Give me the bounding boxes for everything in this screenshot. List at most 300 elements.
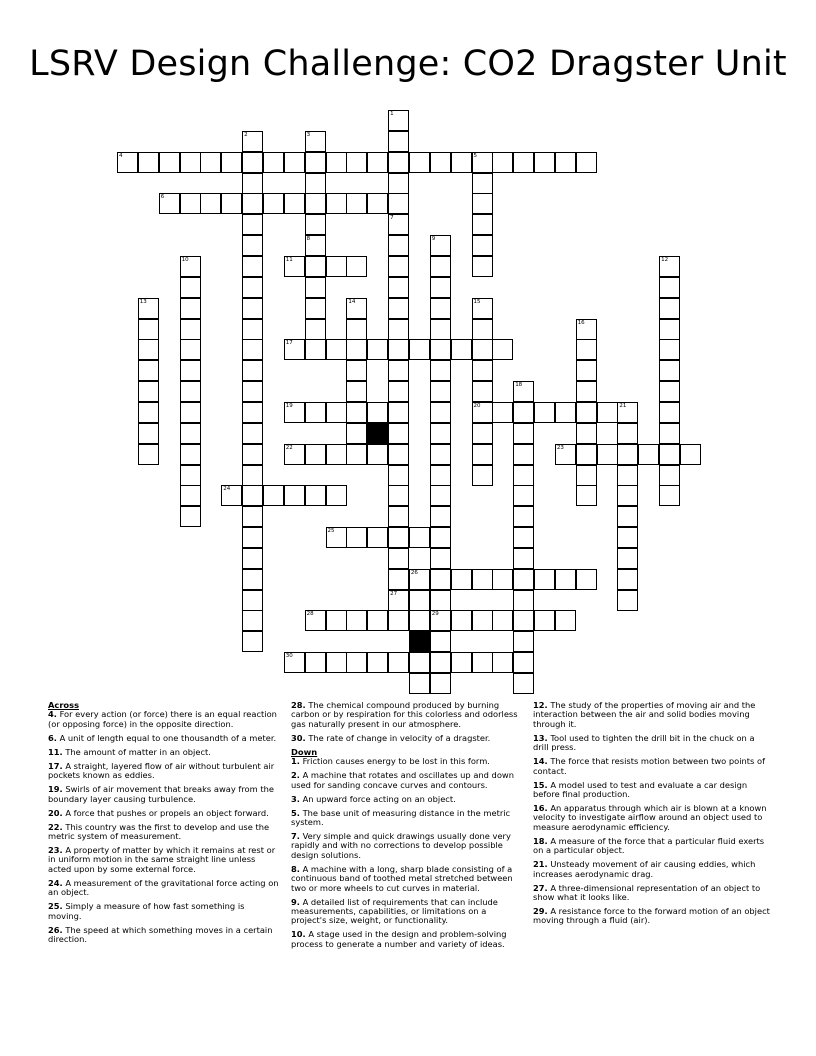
clue-number-label: 2. — [291, 770, 300, 781]
grid-cell[interactable] — [180, 485, 201, 506]
grid-cell[interactable] — [430, 152, 451, 173]
grid-cell[interactable] — [409, 152, 430, 173]
grid-cell[interactable] — [305, 214, 326, 235]
grid-cell[interactable] — [221, 193, 242, 214]
grid-cell[interactable] — [284, 444, 305, 465]
grid-cell[interactable] — [451, 652, 472, 673]
grid-cell[interactable] — [180, 360, 201, 381]
grid-cell[interactable] — [367, 610, 388, 631]
grid-cell[interactable] — [367, 339, 388, 360]
across-clue — [48, 846, 280, 874]
grid-cell[interactable] — [513, 152, 534, 173]
grid-cell[interactable] — [388, 569, 409, 590]
grid-cell[interactable] — [430, 423, 451, 444]
grid-cell[interactable] — [242, 465, 263, 486]
grid-cell[interactable] — [242, 214, 263, 235]
grid-cell[interactable] — [576, 381, 597, 402]
grid-cell[interactable] — [242, 631, 263, 652]
grid-cell[interactable] — [576, 569, 597, 590]
grid-cell[interactable] — [346, 256, 367, 277]
grid-cell[interactable] — [659, 423, 680, 444]
down-clue — [291, 771, 523, 790]
grid-cell[interactable] — [242, 131, 263, 152]
across-clue — [48, 823, 280, 842]
grid-cell[interactable] — [555, 610, 576, 631]
grid-cell[interactable] — [305, 319, 326, 340]
grid-cell[interactable] — [513, 485, 534, 506]
clue-text: A machine that rotates and oscillates up and down used for sanding concave curves and contours. — [291, 770, 514, 790]
grid-cell[interactable] — [242, 339, 263, 360]
grid-cell[interactable] — [617, 506, 638, 527]
grid-cell[interactable] — [388, 235, 409, 256]
grid-cell[interactable] — [388, 319, 409, 340]
clue-number-label: 23. — [48, 845, 63, 856]
grid-cell[interactable] — [492, 569, 513, 590]
clue-number-label: 30. — [291, 732, 306, 743]
grid-cell[interactable] — [430, 298, 451, 319]
grid-cell[interactable] — [159, 152, 180, 173]
grid-cell[interactable] — [284, 339, 305, 360]
grid-cell[interactable] — [659, 319, 680, 340]
grid-cell[interactable] — [326, 485, 347, 506]
grid-cell[interactable] — [242, 277, 263, 298]
grid-cell[interactable] — [472, 360, 493, 381]
grid-cell[interactable] — [388, 277, 409, 298]
grid-cell[interactable] — [492, 339, 513, 360]
grid-cell[interactable] — [326, 527, 347, 548]
grid-cell[interactable] — [513, 506, 534, 527]
grid-cell[interactable] — [472, 402, 493, 423]
grid-cell[interactable] — [388, 485, 409, 506]
grid-cell[interactable] — [409, 590, 430, 611]
grid-cell[interactable] — [305, 298, 326, 319]
clue-number-label: 20. — [48, 807, 63, 818]
grid-cell[interactable] — [326, 402, 347, 423]
grid-cell[interactable] — [180, 298, 201, 319]
grid-cell[interactable] — [346, 339, 367, 360]
grid-cell[interactable] — [617, 485, 638, 506]
grid-cell[interactable] — [326, 339, 347, 360]
grid-cell[interactable] — [326, 152, 347, 173]
grid-cell[interactable] — [492, 402, 513, 423]
grid-cell[interactable] — [242, 485, 263, 506]
grid-cell[interactable] — [326, 193, 347, 214]
grid-cell[interactable] — [513, 673, 534, 694]
grid-cell[interactable] — [242, 402, 263, 423]
grid-cell[interactable] — [326, 652, 347, 673]
grid-cell[interactable] — [513, 652, 534, 673]
grid-cell[interactable] — [242, 423, 263, 444]
grid-cell[interactable] — [659, 256, 680, 277]
grid-cell[interactable] — [472, 610, 493, 631]
grid-cell[interactable] — [138, 319, 159, 340]
grid-cell[interactable] — [388, 506, 409, 527]
grid-cell[interactable] — [346, 402, 367, 423]
grid-cell[interactable] — [242, 590, 263, 611]
grid-cell[interactable] — [367, 402, 388, 423]
grid-cell[interactable] — [430, 465, 451, 486]
grid-cell[interactable] — [242, 319, 263, 340]
grid-cell[interactable] — [472, 319, 493, 340]
grid-cell[interactable] — [242, 610, 263, 631]
grid-cell[interactable] — [388, 131, 409, 152]
grid-cell[interactable] — [659, 402, 680, 423]
grid-cell[interactable] — [472, 256, 493, 277]
grid-cell[interactable] — [305, 402, 326, 423]
grid-cell[interactable] — [388, 339, 409, 360]
grid-cell[interactable] — [305, 256, 326, 277]
grid-cell[interactable] — [180, 339, 201, 360]
grid-cell[interactable] — [346, 610, 367, 631]
grid-cell[interactable] — [388, 214, 409, 235]
clue-number: 14 — [348, 298, 356, 305]
grid-cell[interactable] — [200, 152, 221, 173]
grid-cell[interactable] — [180, 193, 201, 214]
grid-cell[interactable] — [617, 423, 638, 444]
grid-cell[interactable] — [284, 193, 305, 214]
grid-cell[interactable] — [513, 465, 534, 486]
grid-cell[interactable] — [659, 444, 680, 465]
grid-cell[interactable] — [555, 402, 576, 423]
grid-cell[interactable] — [659, 381, 680, 402]
clue-number: 21 — [619, 402, 627, 409]
grid-cell[interactable] — [576, 444, 597, 465]
grid-cell[interactable] — [534, 569, 555, 590]
grid-cell[interactable] — [534, 152, 555, 173]
grid-cell[interactable] — [659, 339, 680, 360]
grid-cell[interactable] — [346, 319, 367, 340]
clue-text: A machine with a long, sharp blade consisting of a continuous band of toothed metal stretched between two or more wheels to cut curves in material. — [291, 863, 513, 893]
grid-cell[interactable] — [180, 319, 201, 340]
grid-cell[interactable] — [472, 381, 493, 402]
grid-cell[interactable] — [576, 360, 597, 381]
grid-cell[interactable] — [138, 381, 159, 402]
grid-cell[interactable] — [305, 235, 326, 256]
grid-cell[interactable] — [367, 652, 388, 673]
grid-cell[interactable] — [492, 652, 513, 673]
grid-cell[interactable] — [576, 485, 597, 506]
grid-cell[interactable] — [242, 569, 263, 590]
grid-cell[interactable] — [242, 548, 263, 569]
grid-cell[interactable] — [597, 402, 618, 423]
down-clue — [533, 734, 771, 753]
grid-cell[interactable] — [617, 465, 638, 486]
grid-cell[interactable] — [242, 360, 263, 381]
grid-cell[interactable] — [451, 152, 472, 173]
grid-cell[interactable] — [617, 444, 638, 465]
grid-cell[interactable] — [388, 298, 409, 319]
grid-cell[interactable] — [367, 152, 388, 173]
grid-cell[interactable] — [576, 402, 597, 423]
grid-cell[interactable] — [305, 277, 326, 298]
grid-cell[interactable] — [513, 402, 534, 423]
grid-cell[interactable] — [138, 423, 159, 444]
grid-cell[interactable] — [451, 610, 472, 631]
grid-cell[interactable] — [659, 465, 680, 486]
grid-cell[interactable] — [346, 527, 367, 548]
grid-cell[interactable] — [388, 402, 409, 423]
grid-cell[interactable] — [138, 298, 159, 319]
grid-cell[interactable] — [513, 423, 534, 444]
grid-cell[interactable] — [430, 652, 451, 673]
grid-cell[interactable] — [346, 152, 367, 173]
grid-cell[interactable] — [617, 569, 638, 590]
grid-cell[interactable] — [451, 569, 472, 590]
grid-cell[interactable] — [430, 381, 451, 402]
grid-cell[interactable] — [388, 360, 409, 381]
grid-cell[interactable] — [388, 173, 409, 194]
grid-cell[interactable] — [659, 298, 680, 319]
grid-cell[interactable] — [472, 152, 493, 173]
grid-cell[interactable] — [367, 444, 388, 465]
grid-cell[interactable] — [221, 485, 242, 506]
clue-number: 27 — [390, 590, 398, 597]
grid-cell[interactable] — [472, 465, 493, 486]
grid-cell[interactable] — [659, 360, 680, 381]
grid-cell[interactable] — [138, 402, 159, 423]
grid-cell[interactable] — [242, 444, 263, 465]
grid-cell[interactable] — [305, 339, 326, 360]
clue-text: An apparatus through which air is blown at a known velocity to investigate airflow around an object used to measure aerodynamic efficiency. — [533, 803, 767, 832]
grid-cell[interactable] — [555, 152, 576, 173]
grid-cell[interactable] — [659, 277, 680, 298]
grid-cell[interactable] — [680, 444, 701, 465]
clue-text: A three-dimensional representation of an object to show what it looks like. — [533, 882, 761, 903]
grid-cell[interactable] — [430, 673, 451, 694]
grid-cell[interactable] — [388, 444, 409, 465]
grid-cell[interactable] — [159, 193, 180, 214]
grid-cell[interactable] — [430, 235, 451, 256]
grid-cell[interactable] — [305, 173, 326, 194]
across-clue — [48, 710, 280, 729]
grid-cell[interactable] — [472, 652, 493, 673]
grid-cell[interactable] — [576, 152, 597, 173]
grid-cell[interactable] — [305, 131, 326, 152]
across-clue — [291, 701, 523, 729]
clue-number: 28 — [306, 611, 314, 618]
grid-cell[interactable] — [617, 548, 638, 569]
grid-cell[interactable] — [263, 485, 284, 506]
grid-cell[interactable] — [409, 673, 430, 694]
grid-cell[interactable] — [513, 631, 534, 652]
grid-cell[interactable] — [513, 527, 534, 548]
grid-cell[interactable] — [409, 527, 430, 548]
clue-number-label: 15. — [533, 779, 548, 790]
grid-cell[interactable] — [492, 610, 513, 631]
grid-cell[interactable] — [346, 360, 367, 381]
grid-cell[interactable] — [638, 444, 659, 465]
grid-cell[interactable] — [430, 360, 451, 381]
grid-cell[interactable] — [242, 506, 263, 527]
clue-text: This country was the first to develop and use the metric system of measurement. — [48, 821, 270, 842]
clue-number-label: 11. — [48, 746, 63, 757]
grid-cell[interactable] — [346, 423, 367, 444]
grid-cell[interactable] — [430, 631, 451, 652]
grid-cell[interactable] — [305, 444, 326, 465]
grid-cell[interactable] — [346, 444, 367, 465]
grid-cell[interactable] — [451, 339, 472, 360]
grid-cell[interactable] — [180, 506, 201, 527]
grid-cell[interactable] — [221, 152, 242, 173]
clue-number: 12 — [661, 257, 669, 263]
grid-cell[interactable] — [180, 444, 201, 465]
grid-cell[interactable] — [576, 423, 597, 444]
across-clue — [48, 926, 280, 945]
grid-cell[interactable] — [513, 548, 534, 569]
grid-cell[interactable] — [242, 381, 263, 402]
grid-cell[interactable] — [367, 193, 388, 214]
grid-cell[interactable] — [263, 152, 284, 173]
grid-cell[interactable] — [388, 256, 409, 277]
grid-cell[interactable] — [180, 402, 201, 423]
grid-cell[interactable] — [472, 444, 493, 465]
grid-cell[interactable] — [576, 465, 597, 486]
grid-cell[interactable] — [472, 423, 493, 444]
grid-cell[interactable] — [242, 152, 263, 173]
grid-cell[interactable] — [180, 423, 201, 444]
grid-cell[interactable] — [138, 339, 159, 360]
grid-cell[interactable] — [305, 652, 326, 673]
grid-cell[interactable] — [346, 652, 367, 673]
clue-number-label: 10. — [291, 929, 306, 940]
grid-cell[interactable] — [305, 152, 326, 173]
grid-cell[interactable] — [242, 193, 263, 214]
grid-cell[interactable] — [117, 152, 138, 173]
grid-cell[interactable] — [388, 610, 409, 631]
grid-cell[interactable] — [388, 381, 409, 402]
grid-cell[interactable] — [388, 652, 409, 673]
grid-cell[interactable] — [284, 152, 305, 173]
grid-cell[interactable] — [430, 569, 451, 590]
grid-cell[interactable] — [472, 214, 493, 235]
grid-cell[interactable] — [430, 319, 451, 340]
grid-cell[interactable] — [326, 444, 347, 465]
grid-cell[interactable] — [200, 193, 221, 214]
grid-cell[interactable] — [472, 173, 493, 194]
clue-text: The force that resists motion between two points of contact. — [533, 756, 765, 776]
grid-cell[interactable] — [430, 485, 451, 506]
across-clue — [48, 902, 280, 921]
grid-cell[interactable] — [555, 569, 576, 590]
grid-cell[interactable] — [576, 319, 597, 340]
grid-cell[interactable] — [430, 256, 451, 277]
grid-cell[interactable] — [576, 339, 597, 360]
grid-cell[interactable] — [388, 423, 409, 444]
grid-cell[interactable] — [430, 506, 451, 527]
down-clue — [291, 930, 523, 949]
grid-cell[interactable] — [388, 548, 409, 569]
clue-number: 10 — [181, 257, 189, 263]
grid-cell[interactable] — [180, 381, 201, 402]
grid-cell[interactable] — [430, 402, 451, 423]
grid-cell[interactable] — [180, 152, 201, 173]
grid-cell[interactable] — [472, 298, 493, 319]
clue-text: Unsteady movement of air causing eddies, which increases aerodynamic drag. — [533, 859, 756, 879]
grid-cell[interactable] — [513, 569, 534, 590]
grid-cell[interactable] — [346, 381, 367, 402]
clue-text: A measure of the force that a particular fluid exerts on a particular object. — [533, 835, 765, 856]
grid-cell[interactable] — [534, 402, 555, 423]
clue-number-label: 27. — [533, 882, 548, 893]
grid-cell[interactable] — [284, 402, 305, 423]
grid-cell[interactable] — [305, 610, 326, 631]
grid-cell[interactable] — [430, 590, 451, 611]
grid-cell[interactable] — [430, 339, 451, 360]
grid-cell[interactable] — [513, 590, 534, 611]
grid-cell[interactable] — [513, 610, 534, 631]
grid-cell[interactable] — [242, 173, 263, 194]
grid-cell[interactable] — [472, 569, 493, 590]
grid-cell[interactable] — [388, 590, 409, 611]
grid-cell[interactable] — [388, 527, 409, 548]
grid-cell[interactable] — [346, 193, 367, 214]
grid-cell[interactable] — [597, 444, 618, 465]
grid-cell[interactable] — [555, 444, 576, 465]
grid-cell[interactable] — [472, 235, 493, 256]
grid-cell[interactable] — [430, 444, 451, 465]
grid-cell[interactable] — [305, 193, 326, 214]
grid-cell[interactable] — [242, 527, 263, 548]
clues-column-3 — [533, 701, 771, 930]
grid-cell[interactable] — [409, 569, 430, 590]
grid-cell[interactable] — [388, 110, 409, 131]
grid-cell[interactable] — [180, 256, 201, 277]
grid-cell[interactable] — [617, 402, 638, 423]
grid-cell[interactable] — [617, 590, 638, 611]
grid-cell[interactable] — [284, 485, 305, 506]
grid-cell[interactable] — [138, 444, 159, 465]
grid-cell[interactable] — [242, 256, 263, 277]
grid-cell[interactable] — [326, 610, 347, 631]
grid-cell[interactable] — [346, 298, 367, 319]
grid-cell[interactable] — [409, 652, 430, 673]
clue-number: 20 — [473, 402, 481, 409]
grid-cell[interactable] — [430, 527, 451, 548]
grid-cell[interactable] — [180, 277, 201, 298]
grid-cell[interactable] — [659, 485, 680, 506]
grid-cell[interactable] — [388, 465, 409, 486]
grid-cell[interactable] — [326, 256, 347, 277]
grid-cell[interactable] — [242, 298, 263, 319]
grid-cell[interactable] — [242, 235, 263, 256]
grid-cell[interactable] — [430, 277, 451, 298]
grid-cell[interactable] — [138, 360, 159, 381]
grid-cell[interactable] — [138, 152, 159, 173]
grid-cell[interactable] — [367, 527, 388, 548]
grid-cell[interactable] — [409, 610, 430, 631]
grid-cell[interactable] — [284, 652, 305, 673]
grid-cell[interactable] — [305, 485, 326, 506]
grid-cell[interactable] — [513, 444, 534, 465]
grid-cell[interactable] — [409, 339, 430, 360]
grid-cell[interactable] — [513, 381, 534, 402]
grid-cell[interactable] — [388, 193, 409, 214]
grid-cell[interactable] — [534, 610, 555, 631]
grid-cell[interactable] — [472, 193, 493, 214]
grid-cell[interactable] — [492, 152, 513, 173]
clue-number: 4 — [119, 152, 123, 159]
grid-cell[interactable] — [180, 465, 201, 486]
clue-number-label: 28. — [291, 700, 306, 710]
grid-cell[interactable] — [472, 339, 493, 360]
grid-cell[interactable] — [263, 193, 284, 214]
clue-number: 13 — [139, 298, 147, 305]
grid-cell[interactable] — [430, 610, 451, 631]
grid-cell[interactable] — [617, 527, 638, 548]
grid-cell[interactable] — [388, 152, 409, 173]
grid-cell[interactable] — [284, 256, 305, 277]
grid-cell[interactable] — [430, 548, 451, 569]
